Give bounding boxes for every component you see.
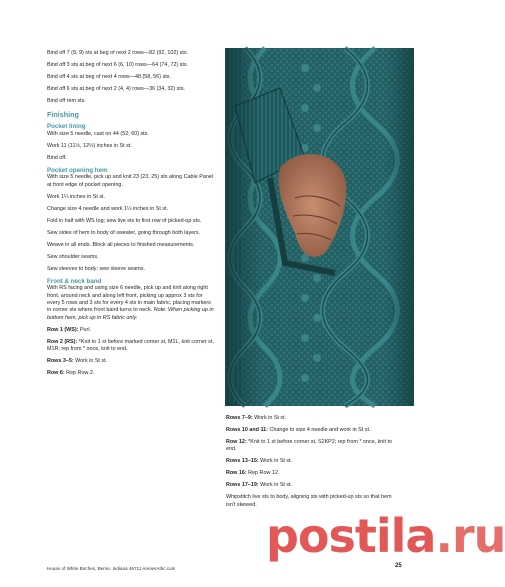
front-band-intro-text: With RS facing and using size 6 needle, pick up and knit along right front, around neck and along left front, picking up approx 3 sts for every 5 rows and 3 sts for every 4 sts in main fabric, placing markers in corner sts where front band turns to neck. [47,285,211,314]
shaping-line-5: Bind off rem sts. [47,98,86,104]
watermark-suffix: .ru [435,509,505,563]
rows-3-5-label: Rows 3–5: [47,358,74,365]
pocket-hem-line-2: Work 1¼ inches in St st. [47,193,106,200]
row-12 [226,439,396,454]
pocket-lining-heading: Pocket lining [47,123,86,130]
rows-17-19-label: Rows 17–19: [226,482,259,489]
watermark-word: postila [266,509,436,563]
pocket-hem-line-7: Sew shoulder seams. [47,253,99,260]
rows-13-15 [226,458,396,465]
row-1-text: Purl. [78,326,92,333]
row-6-text: Rep Row 2. [64,370,95,377]
rows-7-9-text: Work in St st. [252,415,287,421]
rows-10-11-text: Change to size 4 needle and work in St st. [267,427,371,433]
rows-3-5 [47,358,215,365]
rows-7-9-label: Rows 7–9: [226,415,253,421]
page-footer: House of White Birches, Berne, Indiana 46711 AnniesAttic.com [47,566,176,571]
sweater-photo [225,48,414,406]
front-band-note: Note: When picking up in bottom hem, pick up in RS fabric only. [47,307,214,321]
pocket-hem-line-6: Weave in all ends. Block all pieces to finished measurements. [47,241,195,248]
pocket-hem-heading: Pocket opening hem [47,166,108,174]
row-2 [47,339,215,354]
whipstitch-line: Whipstitch live sts to body, aligning sts with picked-up sts so that hem isn't skewed. [226,494,392,508]
pocket-hem-line-4: Fold in half with WS tog; sew live sts to first row of picked-up sts. [47,217,202,224]
rows-10-11 [226,427,396,434]
rows-13-15-text: Work in St st. [258,458,293,465]
rows-13-15-label: Rows 13–15: [226,458,259,465]
pocket-hem-line-8: Sew sleeves to body; sew sleeve seams. [47,265,145,272]
shaping-line-3: Bind off 4 sts at beg of next 4 rows—48 (58, 56) sts. [47,74,171,80]
row-1 [47,327,215,334]
row-12-text: *Knit to 1 st before corner st, S2KP2; rep from * once, knit to end. [226,439,392,453]
row-2-text: *Knit to 1 st before marked corner st, M1L, knit corner st, M1R; rep from * once, knit to end. [47,338,214,353]
left-column [47,50,215,382]
row-2-label: Row 2 (RS): [47,338,78,345]
row-16-label: Row 16: [226,470,247,477]
shaping-line-2: Bind off 3 sts at beg of next 6 (6, 10) rows—64 (74, 72) sts. [47,62,189,68]
row-16 [226,470,396,477]
pocket-hem-line-3: Change size 4 needle and work 1¼ inches in St st. [47,205,169,212]
pocket-lining-line-2: Work 11 (11½, 12½) inches in St st. [47,142,132,149]
front-band-intro [47,285,215,322]
rows-10-11-label: Rows 10 and 11: [226,427,268,433]
postila-watermark [226,491,505,571]
rows-3-5-text: Work in St st. [73,358,108,365]
sweater-illustration [225,48,414,406]
row-1-label: Row 1 (WS): [47,326,79,333]
page-number: 25 [395,563,402,569]
row-16-text: Rep Row 12. [246,470,280,477]
shaping-line-1: Bind off 7 (8, 9) sts at beg of next 2 rows—82 (92, 102) sts. [47,50,189,56]
pocket-lining-line-1: With size 5 needle, cast on 44 (52, 60) sts. [47,130,149,137]
pocket-hem-line-1: With size 5 needle, pick up and knit 23 (23, 25) sts along Cable Panel at front edge of pocket opening. [47,174,214,188]
watermark-text [266,509,505,563]
rows-7-9 [226,415,396,422]
front-neck-band-heading: Front & neck band [47,277,102,285]
row-6 [47,370,215,377]
shaping-line-4: Bind off 6 sts at beg of next 2 (4, 4) rows—36 (34, 32) sts. [47,86,186,92]
rows-17-19 [226,482,396,489]
row-6-label: Row 6: [47,370,65,377]
rows-17-19-text: Work in St st. [258,482,293,489]
pocket-lining-line-3: Bind off. [47,154,67,161]
row-12-label: Row 12: [226,439,247,445]
pocket-hem-line-5: Sew sides of hem to body of sweater, going through both layers. [47,229,201,236]
finishing-heading: Finishing [47,110,79,119]
